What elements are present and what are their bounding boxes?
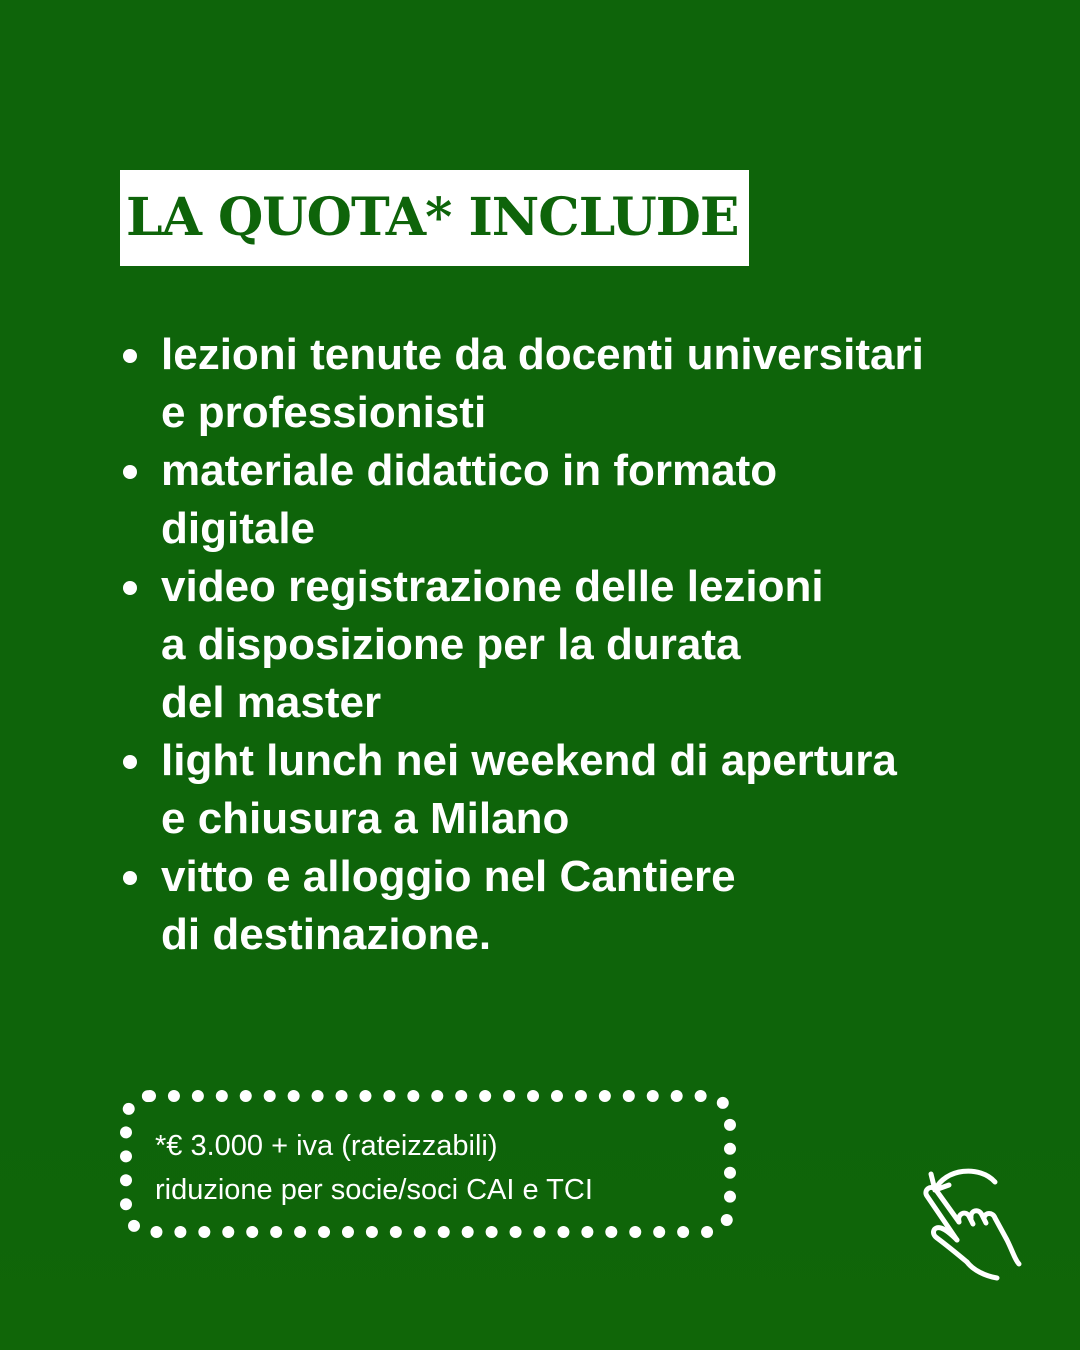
list-item-line: light lunch nei weekend di apertura: [161, 736, 897, 785]
title-box: [120, 170, 749, 266]
list-item-line: materiale didattico in formato: [161, 446, 778, 495]
included-items-list: [120, 326, 1040, 964]
list-item-line: del master: [161, 678, 382, 727]
discount-note-line: riduzione per socie/soci CAI e TCI: [155, 1174, 593, 1206]
list-item-line: di destinazione.: [161, 910, 492, 959]
page-title: LA QUOTA* INCLUDE: [126, 187, 739, 248]
bullet-dot-icon: [123, 465, 137, 479]
list-item: [120, 732, 1040, 848]
bullet-dot-icon: [123, 871, 137, 885]
list-item: [120, 848, 1040, 964]
bullet-dot-icon: [123, 755, 137, 769]
list-item-line: lezioni tenute da docenti universitari: [161, 330, 924, 379]
list-item-line: video registrazione delle lezioni: [161, 562, 824, 611]
list-item-line: e chiusura a Milano: [161, 794, 570, 843]
swipe-hand-icon: [915, 1160, 1030, 1285]
list-item: [120, 558, 1040, 732]
bullet-dot-icon: [123, 349, 137, 363]
list-item: [120, 442, 1040, 558]
list-item-line: digitale: [161, 504, 316, 553]
list-item: [120, 326, 1040, 442]
bullet-dot-icon: [123, 581, 137, 595]
list-item-line: e professionisti: [161, 388, 487, 437]
list-item-line: a disposizione per la durata: [161, 620, 741, 669]
price-note-line: *€ 3.000 + iva (rateizzabili): [155, 1130, 498, 1162]
price-note: [155, 1124, 593, 1212]
list-item-line: vitto e alloggio nel Cantiere: [161, 852, 736, 901]
